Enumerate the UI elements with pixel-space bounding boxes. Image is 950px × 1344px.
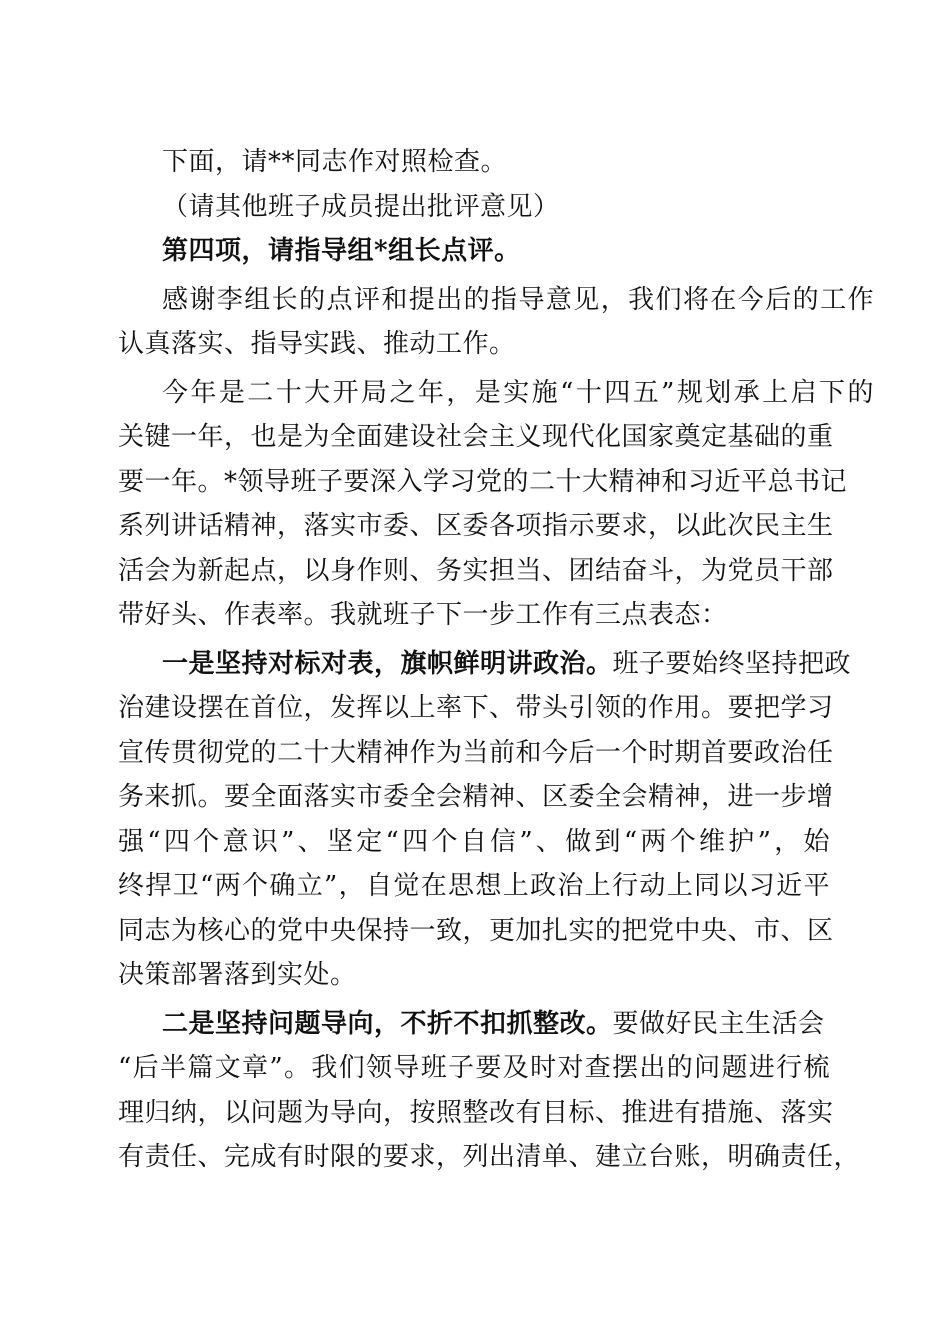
paragraph-line: 认真落实、指导实践、推动工作。 xyxy=(118,329,516,359)
paragraph-line: 终捍卫“两个确立”，自觉在思想上政治上行动上同以习近平 xyxy=(118,871,830,901)
paragraph-line: 系列讲话精神，落实市委、区委各项指示要求，以此次民主生 xyxy=(118,511,834,541)
paragraph-line: （请其他班子成员提出批评意见） xyxy=(162,191,560,222)
point-one-text: 班子要始终坚持把政 xyxy=(612,648,852,679)
paragraph-line xyxy=(118,1002,830,1047)
paragraph-line: 要一年。*领导班子要深入学习党的二十大精神和习近平总书记 xyxy=(118,466,848,497)
document-body xyxy=(118,140,874,1180)
paragraph-line: 强“四个意识”、坚定“四个自信”、做到“两个维护”，始 xyxy=(118,826,830,857)
paragraph-line: 同志为核心的党中央保持一致，更加扎实的把党中央、市、区 xyxy=(118,915,834,946)
paragraph-line xyxy=(118,642,852,687)
paragraph-line: 今年是二十大开局之年，是实施“十四五”规划承上启下的 xyxy=(162,377,874,408)
point-two-text: 要做好民主生活会 xyxy=(612,1008,825,1039)
paragraph-line: 关键一年，也是为全面建设社会主义现代化国家奠定基础的重 xyxy=(118,422,834,452)
paragraph-line: 下面，请**同志作对照检查。 xyxy=(162,147,508,177)
paragraph-line: 宣传贯彻党的二十大精神作为当前和今后一个时期首要政治任 xyxy=(118,737,834,768)
paragraph-line: 决策部署落到实处。 xyxy=(118,960,357,990)
point-two-heading: 二是坚持问题导向，不折不扣抓整改。 xyxy=(162,1008,613,1039)
paragraph-line: 务来抓。要全面落实市委全会精神、区委全会精神，进一步增 xyxy=(118,782,834,812)
point-one-heading: 一是坚持对标对表，旗帜鲜明讲政治。 xyxy=(162,648,613,679)
paragraph-line: 感谢李组长的点评和提出的指导意见，我们将在今后的工作 xyxy=(162,284,874,315)
paragraph-line: 有责任、完成有时限的要求，列出清单、建立台账，明确责任， xyxy=(118,1142,861,1172)
section-heading: 第四项，请指导组*组长点评。 xyxy=(162,236,521,266)
paragraph-line: 活会为新起点，以身作则、务实担当、团结奋斗，为党员干部 xyxy=(118,555,834,586)
paragraph-line: 治建设摆在首位，发挥以上率下、带头引领的作用。要把学习 xyxy=(118,693,834,723)
paragraph-line: “后半篇文章”。我们领导班子要及时对查摆出的问题进行梳 xyxy=(118,1053,830,1083)
paragraph-line: 带好头、作表率。我就班子下一步工作有三点表态： xyxy=(118,600,728,630)
paragraph-line: 理归纳，以问题为导向，按照整改有目标、推进有措施、落实 xyxy=(118,1097,834,1128)
